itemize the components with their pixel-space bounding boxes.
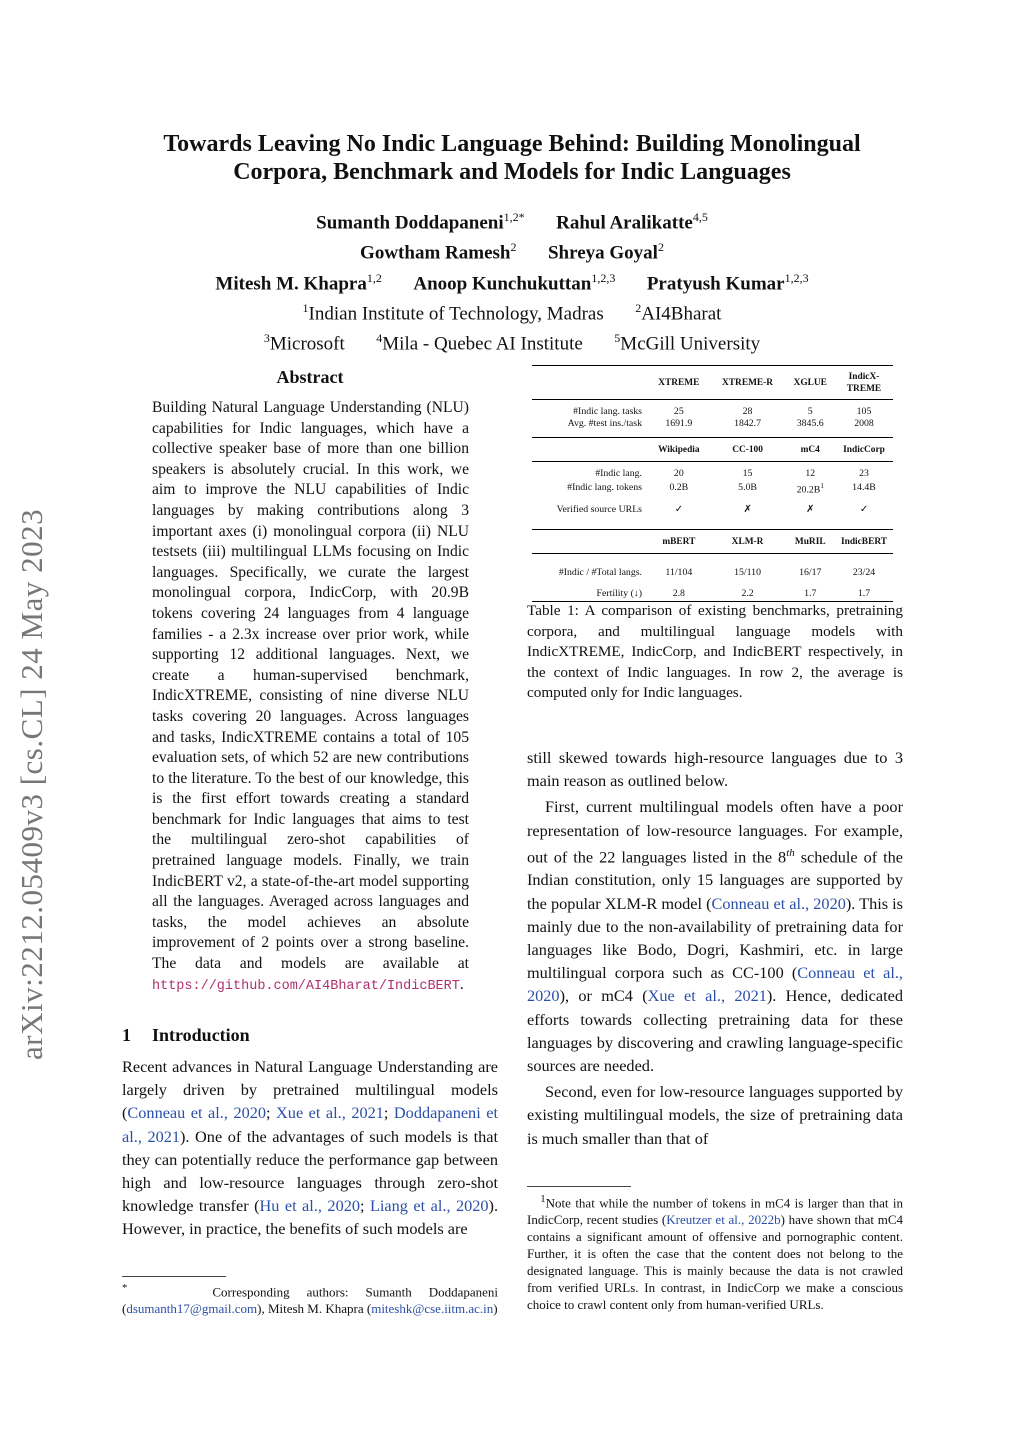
citation-link[interactable]: Hu et al., 2020 xyxy=(259,1196,360,1216)
table-cell: 2.8 xyxy=(672,587,685,599)
paragraph: First, current multilingual models often have a poor representation of low-resource languages. For example, out of the 22 languages listed in the 8th schedule of the Indian constitution, only 15 languages are supported by the popular XLM-R model (Conneau et al., 2020). This is mainly due to the non-availability of pretraining data for languages like Bodo, Dogri, Kashmiri, etc. in large multilingual corpora such as CC-100 (Conneau et al., 2020), or mC4 (Xue et al., 2021). Hence, dedicated efforts towards collecting pretraining data for these languages by discovering and crawling language-specific sources are needed. xyxy=(527,797,904,1076)
footnote-text: ), Mitesh M. Khapra ( xyxy=(257,1301,372,1317)
author-block xyxy=(112,205,912,357)
affiliation: Indian Institute of Technology, Madras xyxy=(308,303,604,325)
citation-link[interactable]: Conneau et al., 2020 xyxy=(711,893,846,913)
author-line-1 xyxy=(112,205,912,235)
affiliation: Mila - Quebec AI Institute xyxy=(382,333,583,355)
table-header-cell: mC4 xyxy=(800,444,820,455)
affiliation: AI4Bharat xyxy=(641,303,722,325)
table-cell: 2.2 xyxy=(741,587,754,599)
citation-link[interactable]: Conneau et al., 2020 xyxy=(527,963,903,1006)
table-cell: 14.4B xyxy=(852,481,876,493)
footnote-text: ) xyxy=(493,1301,498,1317)
table-cell: 15 xyxy=(742,467,753,479)
table-cell: 25 xyxy=(673,405,684,417)
table-header-cell: IndicX-TREME xyxy=(846,371,882,394)
footnote-text: Corresponding authors: Sumanth Doddapaneni ( xyxy=(122,1284,499,1317)
affiliation-line-2 xyxy=(112,326,912,356)
intro-text: ). One of the advantages of such models is that they can potentially reduce the performance gap between high and low-resource languages through zero-shot knowledge transfer ( xyxy=(122,1126,499,1216)
row-label: Fertility (↓) xyxy=(596,587,642,599)
author-affil: 2 xyxy=(510,240,517,255)
affiliation-line-1 xyxy=(112,296,912,326)
table-caption: Table 1: A comparison of existing benchmarks, pretraining corpora, and multilingual language models with IndicXTREME, IndicCorp, and IndicBERT respectively, in the context of Indic languages. In row 2, the average is computed only for Indic languages. xyxy=(527,602,903,702)
row-label: Verified source URLs xyxy=(556,503,642,515)
section-title: Introduction xyxy=(152,1025,250,1045)
title-line-2: Corpora, Benchmark and Models for Indic Languages xyxy=(233,159,791,185)
table-cell: 20 xyxy=(673,467,684,479)
author-line-2 xyxy=(112,235,912,265)
row-label: #Indic / #Total langs. xyxy=(558,566,642,578)
affil-mark: 2 xyxy=(635,300,642,315)
row-label: Avg. #test ins./task xyxy=(567,417,642,429)
affil-mark: 5 xyxy=(614,331,621,346)
table-cell: 3845.6 xyxy=(796,417,824,429)
title-line-1: Towards Leaving No Indic Language Behind: Building Monolingual xyxy=(163,131,861,157)
table-row xyxy=(532,560,893,586)
footnote-rule-left xyxy=(122,1276,226,1277)
footnote-mark: 1 xyxy=(540,1193,546,1205)
cross-mark: ✗ xyxy=(743,503,752,515)
author-affil: 1,2 xyxy=(366,270,382,285)
right-column-text xyxy=(527,746,903,1150)
table-header-cell: mBERT xyxy=(662,536,696,547)
table-header-cell: MuRIL xyxy=(794,536,826,547)
table-cell: 1.7 xyxy=(857,587,871,599)
affil-mark: 1 xyxy=(302,300,309,315)
author-name: Sumanth Doddapaneni xyxy=(316,212,504,234)
row-label: #Indic lang. xyxy=(595,467,642,479)
table-header-cell: CC-100 xyxy=(732,444,763,455)
author-affil: 1,2,3 xyxy=(591,270,616,285)
abstract-url-link[interactable]: https://github.com/AI4Bharat/IndicBERT xyxy=(152,978,460,994)
section-heading-introduction xyxy=(122,1025,250,1046)
citation-link[interactable]: Xue et al., 2021 xyxy=(647,986,767,1006)
table-row xyxy=(532,418,893,430)
table-cell: $20.2B^1$ xyxy=(796,481,824,495)
cross-mark: ✗ xyxy=(806,503,815,515)
affil-mark: 3 xyxy=(263,331,270,346)
table-header-cell: IndicCorp xyxy=(843,444,885,455)
intro-text: ). However, in practice, the benefits of such models are xyxy=(122,1196,499,1239)
row-label: #Indic lang. tokens xyxy=(567,481,642,493)
intro-paragraph: Recent advances in Natural Language Understanding are largely driven by pretrained multilingual models (Conneau et al., 2020; Xue et al., 2021; Doddapaneni et al., 2021). One of the advantages of such models is that they can potentially reduce the performance gap between high and low-resource languages through zero-shot knowledge transfer (Hu et al., 2020; Liang et al., 2020). However, in practice, the benefits of such models are xyxy=(122,1057,499,1239)
email-link[interactable]: miteshk@cse.iitm.ac.in xyxy=(371,1301,494,1317)
author-line-3 xyxy=(112,266,912,296)
table-row xyxy=(532,496,893,524)
paper-title xyxy=(112,130,912,186)
table-cell: 15/110 xyxy=(734,566,761,578)
author-name: Gowtham Ramesh xyxy=(360,242,511,264)
table-cell: 28 xyxy=(742,405,753,417)
table-cell: 23/24 xyxy=(852,566,876,578)
author-name: Pratyush Kumar xyxy=(646,272,785,294)
table-header-cell: XTREME-R xyxy=(722,377,774,388)
table-header-cell: Wikipedia xyxy=(658,444,700,455)
table-header-cell: XLM-R xyxy=(731,536,764,547)
author-name: Rahul Aralikatte xyxy=(556,212,693,234)
comparison-table xyxy=(532,365,893,602)
paragraph: still skewed towards high-resource languages due to 3 main reason as outlined below. xyxy=(527,748,903,791)
table-cell: 23 xyxy=(859,467,869,479)
table-cell: 0.2B xyxy=(669,481,689,493)
abstract-heading: Abstract xyxy=(276,367,344,387)
affiliation: McGill University xyxy=(620,333,761,355)
table-cell: 1842.7 xyxy=(734,417,762,429)
author-affil: 4,5 xyxy=(692,210,708,224)
table-row xyxy=(532,480,893,496)
check-mark: ✓ xyxy=(859,503,869,515)
footnote-mark: * xyxy=(122,1282,128,1294)
table-header-cell: XGLUE xyxy=(793,377,827,388)
table-header-row xyxy=(532,438,893,462)
affiliation: Microsoft xyxy=(269,333,345,355)
table-cell: 105 xyxy=(856,405,872,417)
author-name: Anoop Kunchukuttan xyxy=(413,272,592,294)
table-header-row xyxy=(532,530,893,554)
table-cell: 16/17 xyxy=(799,566,822,578)
affil-mark: 4 xyxy=(376,331,383,346)
table-cell: 11/104 xyxy=(665,566,693,578)
arxiv-side-label: arXiv:2212.05409v3 [cs.CL] 24 May 2023 xyxy=(14,508,49,1060)
citation-link[interactable]: Liang et al., 2020 xyxy=(369,1196,489,1216)
table-header-row xyxy=(532,366,893,400)
table-header-cell: XTREME xyxy=(658,377,700,388)
table-row xyxy=(532,406,893,418)
table-header-cell: IndicBERT xyxy=(840,536,888,547)
table-row xyxy=(532,468,893,480)
footnote-corresponding xyxy=(122,1280,498,1317)
table-cell: 5.0B xyxy=(738,481,757,493)
paragraph: Second, even for low-resource languages supported by existing multilingual models, the size of pretraining data is much smaller than that of xyxy=(527,1082,903,1148)
table-cell: 1.7 xyxy=(804,587,817,599)
table-cell: 1691.9 xyxy=(665,417,693,429)
abstract-end: . xyxy=(459,975,464,993)
author-affil: 2 xyxy=(657,240,664,255)
footnote-text: ) have shown that mC4 contains a significant amount of offensive and pornographic content. Further, it is often the case that the content does not belong to the designated language. This is mainly because the data is not crawled from verified URLs. In contrast, in IndicCorp we make a conscious choice to crawl content only from human-verified URLs. xyxy=(527,1212,904,1313)
row-label: #Indic lang. tasks xyxy=(573,405,642,417)
abstract-text: Building Natural Language Understanding (NLU) capabilities for Indic languages, which have a collective speaker base of more than one billion speakers is absolutely crucial. In this work, we aim to improve the NLU capabilities of Indic languages by making contributions along 3 important axes (i) monolingual corpora (ii) NLU testsets (iii) multilingual LLMs focusing on Indic languages. Specifically, we curate the largest monolingual corpora, IndicCorp, with 20.9B tokens covering 24 languages from 4 language families - a 2.3x increase over prior work, while supporting 12 additional languages. Next, we create a human-supervised benchmark, IndicXTREME, consisting of nine diverse NLU tasks covering 20 languages. Across languages and tasks, IndicXTREME contains a total of 105 evaluation sets, of which 52 are new contributions to the literature. To the best of our knowledge, this is the first effort towards creating a standard benchmark for Indic languages that aims to test the multilingual zero-shot capabilities of pretrained language models. Finally, we train IndicBERT v2, a state-of-the-art model supporting all the languages. Averaged across languages and tasks, the model achieves an absolute improvement of 2 points over a strong baseline. The data and models are available at xyxy=(152,399,469,973)
footnote-rule-right xyxy=(527,1186,631,1187)
intro-text: Recent advances in Natural Language Understanding are largely driven by pretrained multilingual models ( xyxy=(122,1057,498,1123)
citation-link[interactable]: Doddapaneni et al., 2021 xyxy=(122,1103,498,1146)
footnote-text: Note that while the number of tokens in mC4 is larger than that in IndicCorp, recent studies ( xyxy=(527,1195,904,1228)
citation-link[interactable]: Conneau et al., 2020 xyxy=(127,1103,267,1123)
footnote-mc4 xyxy=(527,1191,903,1313)
author-affil: 1,2* xyxy=(503,210,525,224)
table-row xyxy=(532,586,893,602)
citation-link[interactable]: Kreutzer et al., 2022b xyxy=(666,1212,781,1228)
author-affil: 1,2,3 xyxy=(784,270,809,285)
author-name: Mitesh M. Khapra xyxy=(215,272,367,294)
table-cell: 5 xyxy=(807,405,813,417)
email-link[interactable]: dsumanth17@gmail.com xyxy=(126,1301,258,1317)
footnote-ref[interactable]: 1 xyxy=(820,481,824,490)
table-cell: 12 xyxy=(805,467,816,479)
section-number: 1 xyxy=(122,1025,131,1045)
table-cell: 2008 xyxy=(854,417,874,429)
check-mark: ✓ xyxy=(674,503,683,515)
abstract-body xyxy=(152,398,469,997)
author-name: Shreya Goyal xyxy=(547,242,658,264)
citation-link[interactable]: Xue et al., 2021 xyxy=(276,1103,384,1123)
